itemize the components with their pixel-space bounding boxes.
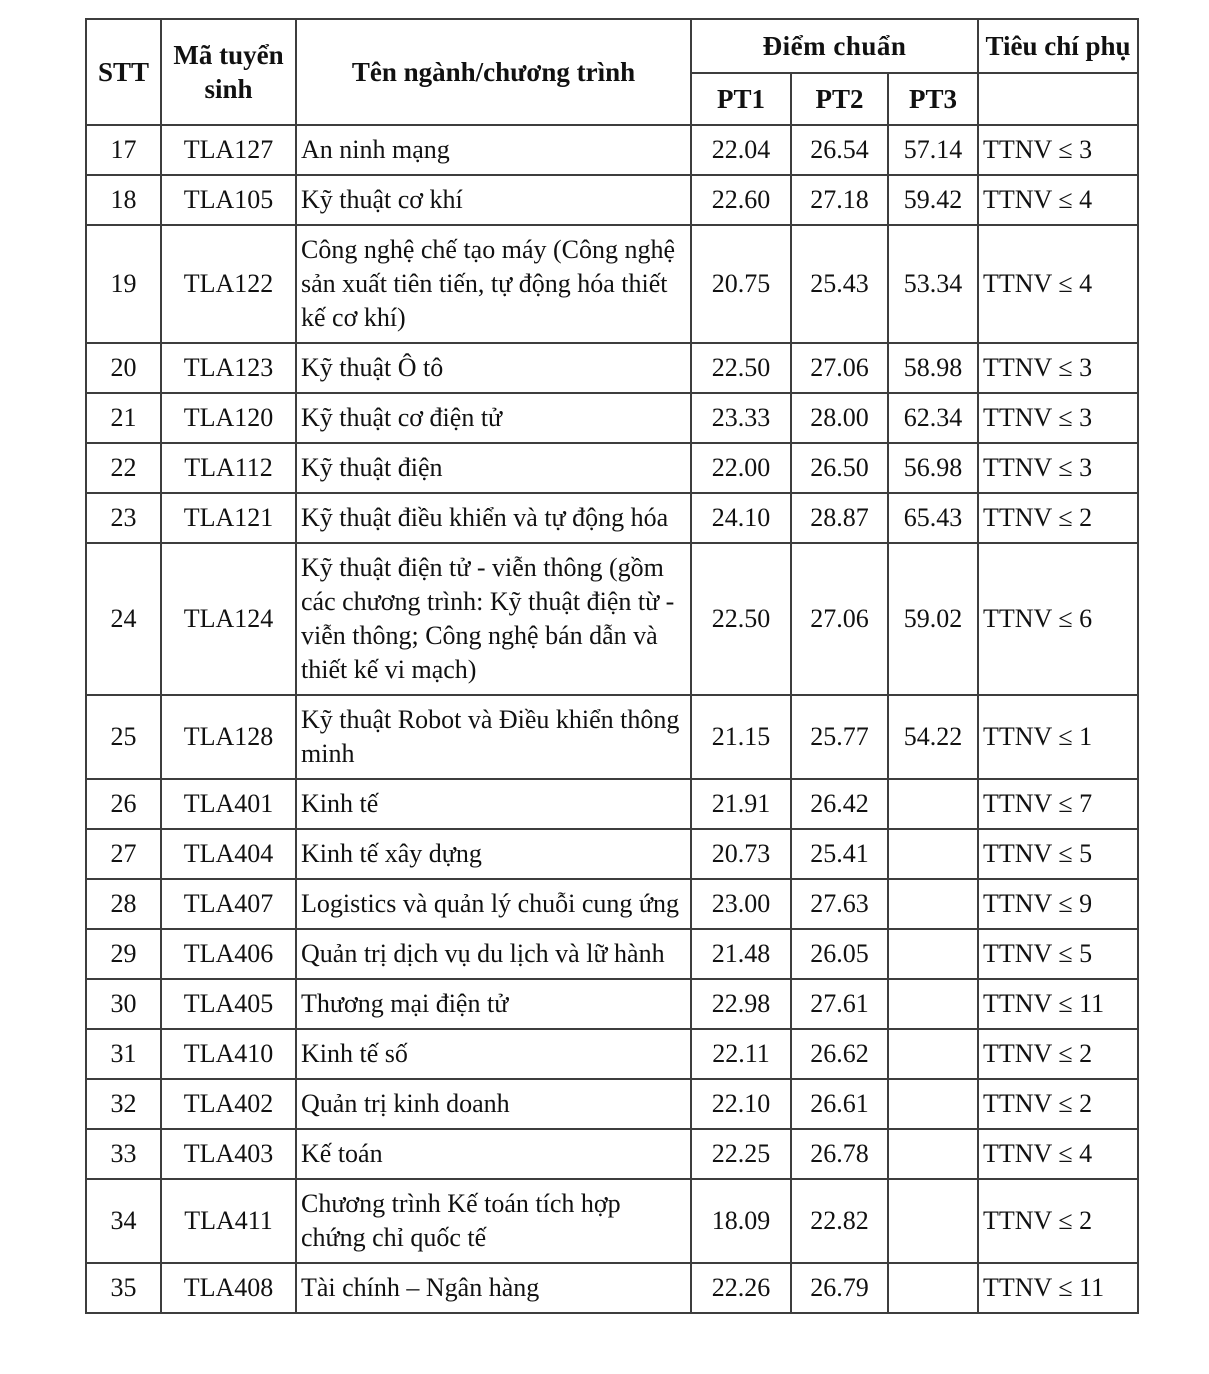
- row-name: Thương mại điện tử: [296, 979, 691, 1029]
- row-pt1: 18.09: [691, 1179, 791, 1263]
- row-criteria: TTNV ≤ 2: [978, 493, 1138, 543]
- header-diem-chuan: Điểm chuẩn: [691, 19, 978, 73]
- row-code: TLA411: [161, 1179, 296, 1263]
- row-pt2: 26.50: [791, 443, 888, 493]
- row-code: TLA403: [161, 1129, 296, 1179]
- row-stt: 32: [86, 1079, 161, 1129]
- row-name: Kinh tế xây dựng: [296, 829, 691, 879]
- row-name: Quản trị kinh doanh: [296, 1079, 691, 1129]
- header-tieu-chi-phu-sub: [978, 73, 1138, 125]
- row-criteria: TTNV ≤ 4: [978, 175, 1138, 225]
- row-code: TLA401: [161, 779, 296, 829]
- row-pt3: [888, 1079, 978, 1129]
- row-criteria: TTNV ≤ 3: [978, 343, 1138, 393]
- row-pt1: 24.10: [691, 493, 791, 543]
- admission-scores-table: [85, 18, 1139, 1314]
- row-stt: 24: [86, 543, 161, 695]
- table-header: [86, 19, 1138, 125]
- table-row: [86, 829, 1138, 879]
- row-pt3: 57.14: [888, 125, 978, 175]
- row-name: Logistics và quản lý chuỗi cung ứng: [296, 879, 691, 929]
- row-criteria: TTNV ≤ 7: [978, 779, 1138, 829]
- row-name: Kỹ thuật cơ điện tử: [296, 393, 691, 443]
- row-name: An ninh mạng: [296, 125, 691, 175]
- row-pt2: 27.63: [791, 879, 888, 929]
- table-row: [86, 393, 1138, 443]
- row-stt: 23: [86, 493, 161, 543]
- table-row: [86, 225, 1138, 343]
- row-pt3: [888, 1263, 978, 1313]
- row-name: Kế toán: [296, 1129, 691, 1179]
- row-pt3: [888, 1029, 978, 1079]
- row-stt: 34: [86, 1179, 161, 1263]
- row-criteria: TTNV ≤ 4: [978, 225, 1138, 343]
- row-pt3: [888, 929, 978, 979]
- row-code: TLA402: [161, 1079, 296, 1129]
- row-stt: 22: [86, 443, 161, 493]
- row-criteria: TTNV ≤ 5: [978, 829, 1138, 879]
- row-criteria: TTNV ≤ 6: [978, 543, 1138, 695]
- row-name: Kinh tế số: [296, 1029, 691, 1079]
- table-row: [86, 443, 1138, 493]
- table-row: [86, 493, 1138, 543]
- row-name: Kỹ thuật Robot và Điều khiển thông minh: [296, 695, 691, 779]
- row-stt: 20: [86, 343, 161, 393]
- row-stt: 17: [86, 125, 161, 175]
- row-code: TLA128: [161, 695, 296, 779]
- row-pt1: 22.00: [691, 443, 791, 493]
- row-criteria: TTNV ≤ 4: [978, 1129, 1138, 1179]
- row-pt3: [888, 779, 978, 829]
- row-pt1: 21.48: [691, 929, 791, 979]
- row-code: TLA408: [161, 1263, 296, 1313]
- row-pt3: 53.34: [888, 225, 978, 343]
- row-code: TLA127: [161, 125, 296, 175]
- row-stt: 18: [86, 175, 161, 225]
- row-pt3: 59.02: [888, 543, 978, 695]
- table-row: [86, 929, 1138, 979]
- row-pt1: 22.25: [691, 1129, 791, 1179]
- row-code: TLA112: [161, 443, 296, 493]
- header-stt: STT: [86, 19, 161, 125]
- row-code: TLA121: [161, 493, 296, 543]
- header-pt2: PT2: [791, 73, 888, 125]
- row-pt2: 26.05: [791, 929, 888, 979]
- row-pt1: 22.98: [691, 979, 791, 1029]
- table-row: [86, 125, 1138, 175]
- row-code: TLA407: [161, 879, 296, 929]
- row-criteria: TTNV ≤ 3: [978, 393, 1138, 443]
- row-code: TLA410: [161, 1029, 296, 1079]
- row-code: TLA123: [161, 343, 296, 393]
- row-pt2: 28.87: [791, 493, 888, 543]
- table-row: [86, 879, 1138, 929]
- row-pt2: 26.78: [791, 1129, 888, 1179]
- table-body: [86, 125, 1138, 1313]
- row-pt2: 27.06: [791, 343, 888, 393]
- row-code: TLA122: [161, 225, 296, 343]
- row-criteria: TTNV ≤ 2: [978, 1179, 1138, 1263]
- row-name: Công nghệ chế tạo máy (Công nghệ sản xuất tiên tiến, tự động hóa thiết kế cơ khí): [296, 225, 691, 343]
- row-pt1: 22.60: [691, 175, 791, 225]
- row-pt3: 62.34: [888, 393, 978, 443]
- row-pt1: 22.50: [691, 343, 791, 393]
- header-pt3: PT3: [888, 73, 978, 125]
- row-code: TLA120: [161, 393, 296, 443]
- row-pt1: 21.15: [691, 695, 791, 779]
- row-code: TLA405: [161, 979, 296, 1029]
- row-pt1: 21.91: [691, 779, 791, 829]
- row-criteria: TTNV ≤ 5: [978, 929, 1138, 979]
- table-row: [86, 1129, 1138, 1179]
- row-stt: 30: [86, 979, 161, 1029]
- row-code: TLA406: [161, 929, 296, 979]
- row-criteria: TTNV ≤ 11: [978, 1263, 1138, 1313]
- table-row: [86, 1263, 1138, 1313]
- row-pt3: 58.98: [888, 343, 978, 393]
- table-row: [86, 175, 1138, 225]
- row-pt3: 65.43: [888, 493, 978, 543]
- row-pt1: 20.73: [691, 829, 791, 879]
- row-pt2: 25.41: [791, 829, 888, 879]
- row-pt3: 56.98: [888, 443, 978, 493]
- row-stt: 21: [86, 393, 161, 443]
- row-name: Kỹ thuật điện: [296, 443, 691, 493]
- row-pt2: 26.61: [791, 1079, 888, 1129]
- row-stt: 35: [86, 1263, 161, 1313]
- row-pt3: [888, 1179, 978, 1263]
- row-pt3: [888, 879, 978, 929]
- row-pt3: 54.22: [888, 695, 978, 779]
- row-pt3: [888, 979, 978, 1029]
- row-pt1: 23.00: [691, 879, 791, 929]
- header-tieu-chi-phu: Tiêu chí phụ: [978, 19, 1138, 73]
- row-pt1: 22.26: [691, 1263, 791, 1313]
- row-criteria: TTNV ≤ 1: [978, 695, 1138, 779]
- row-pt3: 59.42: [888, 175, 978, 225]
- table-row: [86, 543, 1138, 695]
- row-stt: 28: [86, 879, 161, 929]
- row-pt1: 22.50: [691, 543, 791, 695]
- row-criteria: TTNV ≤ 3: [978, 443, 1138, 493]
- row-name: Quản trị dịch vụ du lịch và lữ hành: [296, 929, 691, 979]
- row-name: Tài chính – Ngân hàng: [296, 1263, 691, 1313]
- header-ma-tuyen-sinh: Mã tuyển sinh: [161, 19, 296, 125]
- row-pt1: 20.75: [691, 225, 791, 343]
- table-row: [86, 779, 1138, 829]
- row-pt2: 27.06: [791, 543, 888, 695]
- row-code: TLA124: [161, 543, 296, 695]
- row-name: Chương trình Kế toán tích hợp chứng chỉ quốc tế: [296, 1179, 691, 1263]
- row-stt: 33: [86, 1129, 161, 1179]
- row-pt2: 27.61: [791, 979, 888, 1029]
- row-stt: 26: [86, 779, 161, 829]
- table-row: [86, 1029, 1138, 1079]
- row-name: Kỹ thuật điện tử - viễn thông (gồm các chương trình: Kỹ thuật điện từ - viễn thông; Công nghệ bán dẫn và thiết kế vi mạch): [296, 543, 691, 695]
- row-criteria: TTNV ≤ 11: [978, 979, 1138, 1029]
- row-pt2: 26.79: [791, 1263, 888, 1313]
- row-code: TLA105: [161, 175, 296, 225]
- header-ten-nganh: Tên ngành/chương trình: [296, 19, 691, 125]
- row-pt1: 22.10: [691, 1079, 791, 1129]
- row-pt2: 25.43: [791, 225, 888, 343]
- row-name: Kỹ thuật điều khiển và tự động hóa: [296, 493, 691, 543]
- row-pt2: 25.77: [791, 695, 888, 779]
- table-row: [86, 343, 1138, 393]
- row-name: Kỹ thuật cơ khí: [296, 175, 691, 225]
- row-pt3: [888, 1129, 978, 1179]
- table-row: [86, 979, 1138, 1029]
- row-name: Kỹ thuật Ô tô: [296, 343, 691, 393]
- row-criteria: TTNV ≤ 3: [978, 125, 1138, 175]
- row-pt2: 26.62: [791, 1029, 888, 1079]
- row-criteria: TTNV ≤ 9: [978, 879, 1138, 929]
- row-pt1: 22.11: [691, 1029, 791, 1079]
- row-pt2: 22.82: [791, 1179, 888, 1263]
- table-row: [86, 1079, 1138, 1129]
- table-row: [86, 1179, 1138, 1263]
- row-pt1: 23.33: [691, 393, 791, 443]
- row-criteria: TTNV ≤ 2: [978, 1029, 1138, 1079]
- row-code: TLA404: [161, 829, 296, 879]
- table-row: [86, 695, 1138, 779]
- row-pt2: 28.00: [791, 393, 888, 443]
- row-pt2: 27.18: [791, 175, 888, 225]
- row-pt2: 26.54: [791, 125, 888, 175]
- row-stt: 19: [86, 225, 161, 343]
- row-stt: 31: [86, 1029, 161, 1079]
- row-pt1: 22.04: [691, 125, 791, 175]
- row-pt2: 26.42: [791, 779, 888, 829]
- row-stt: 25: [86, 695, 161, 779]
- row-name: Kinh tế: [296, 779, 691, 829]
- header-pt1: PT1: [691, 73, 791, 125]
- row-stt: 27: [86, 829, 161, 879]
- row-criteria: TTNV ≤ 2: [978, 1079, 1138, 1129]
- row-stt: 29: [86, 929, 161, 979]
- row-pt3: [888, 829, 978, 879]
